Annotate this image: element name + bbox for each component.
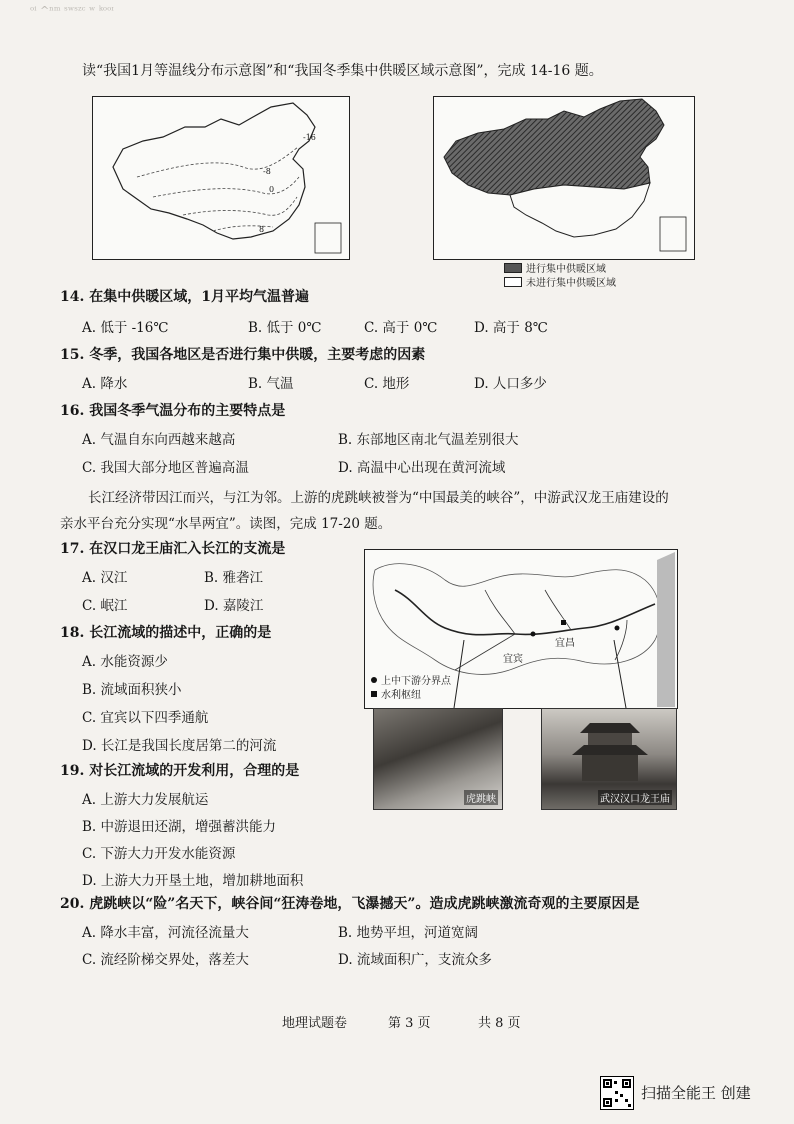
legend-label: 上中下游分界点 [381, 676, 451, 687]
option-c[interactable]: C. 我国大部分地区普遍高温 [82, 460, 249, 476]
division-point [531, 632, 536, 637]
place-label-yibin: 宜宾 [503, 654, 523, 665]
legend-heated [504, 260, 606, 275]
dam-marker [561, 620, 566, 625]
option-b[interactable]: B. 气温 [248, 376, 294, 392]
option-c[interactable]: C. 高于 0℃ [364, 320, 438, 336]
option-d[interactable]: D. 长江是我国长度居第二的河流 [82, 738, 277, 754]
heating-map [433, 96, 695, 260]
tributary [545, 590, 571, 630]
temple-base [582, 755, 638, 781]
connector-line [454, 640, 464, 708]
qr-pattern [601, 1077, 633, 1109]
south-sea-inset [315, 223, 341, 253]
question-17: 17. 在汉口龙王庙汇入长江的支流是 [60, 541, 286, 557]
blank-swatch [504, 277, 522, 287]
option-d[interactable]: D. 上游大力开垦土地，增加耕地面积 [82, 873, 304, 889]
photo-tiger-leaping-gorge [373, 708, 503, 810]
heated-region [444, 99, 664, 195]
option-b[interactable]: B. 地势平坦，河道宽阔 [338, 925, 479, 941]
option-a[interactable]: A. 汉江 [82, 570, 128, 586]
option-a[interactable]: A. 上游大力发展航运 [82, 792, 209, 808]
scanner-watermark-text: 扫描全能王 创建 [641, 1084, 751, 1102]
footer-subject: 地理试题卷 [282, 1016, 348, 1031]
intro-14-16: 读“我国1月等温线分布示意图”和“我国冬季集中供暖区域示意图”，完成 14-16 题。 [82, 63, 603, 79]
legend-label: 未进行集中供暖区域 [526, 278, 616, 289]
intro-17-20-line1: 长江经济带因江而兴，与江为邻。上游的虎跳峡被誉为“中国最美的峡谷”，中游武汉龙王庙建设的 [88, 490, 669, 506]
intro-17-20-line2: 亲水平台充分实现“水旱两宜”。读图，完成 17-20 题。 [60, 516, 392, 532]
question-19: 19. 对长江流域的开发利用，合理的是 [60, 763, 300, 779]
isotherm-line [183, 197, 297, 215]
hatch-swatch [504, 263, 522, 273]
option-a[interactable]: A. 气温自东向西越来越高 [82, 432, 236, 448]
option-b[interactable]: B. 中游退田还湖，增强蓄洪能力 [82, 819, 277, 835]
footer-page: 第 3 页 [388, 1016, 431, 1031]
footer-total: 共 8 页 [478, 1016, 521, 1031]
isotherm-line [137, 147, 298, 177]
option-d[interactable]: D. 嘉陵江 [204, 598, 264, 614]
temple-roof [580, 723, 640, 733]
question-15: 15. 冬季，我国各地区是否进行集中供暖，主要考虑的因素 [60, 347, 426, 363]
china-outline-svg [93, 97, 348, 258]
temple-roof [572, 745, 648, 755]
option-b[interactable]: B. 流域面积狭小 [82, 682, 182, 698]
connector-line [614, 640, 626, 708]
option-b[interactable]: B. 雅砻江 [204, 570, 264, 586]
question-16: 16. 我国冬季气温分布的主要特点是 [60, 403, 286, 419]
qr-code-icon [600, 1076, 634, 1110]
isotherm-label: 8 [259, 225, 265, 234]
china-border [113, 103, 315, 239]
heating-svg [434, 97, 693, 258]
legend-label: 水利枢纽 [381, 690, 421, 701]
place-label-yichang: 宜昌 [555, 638, 575, 649]
legend-unheated [504, 274, 616, 289]
question-18: 18. 长江流域的描述中，正确的是 [60, 625, 272, 641]
question-20: 20. 虎跳峡以“险”名天下，峡谷间“狂涛卷地，飞瀑撼天”。造成虎跳峡激流奇观的主要原因是 [60, 896, 640, 912]
top-blurb: ᵒⁱ ^ⁿᵐ ˢʷˢᶻᶜ ʷ ᵏᵒᵒᶦ [30, 4, 114, 17]
photo-longwang-temple [541, 708, 677, 810]
south-sea-inset [660, 217, 686, 251]
isotherm-label: -8 [263, 167, 271, 176]
option-a[interactable]: A. 低于 -16℃ [82, 320, 169, 336]
legend-label: 进行集中供暖区域 [526, 264, 606, 275]
option-c[interactable]: C. 流经阶梯交界处，落差大 [82, 952, 249, 968]
isotherm-label: -16 [303, 133, 316, 142]
option-c[interactable]: C. 宜宾以下四季通航 [82, 710, 209, 726]
option-c[interactable]: C. 岷江 [82, 598, 128, 614]
option-b[interactable]: B. 东部地区南北气温差别很大 [338, 432, 519, 448]
photo-caption: 武汉汉口龙王庙 [598, 790, 672, 805]
option-d[interactable]: D. 高温中心出现在黄河流域 [338, 460, 506, 476]
division-point [615, 626, 620, 631]
option-d[interactable]: D. 人口多少 [474, 376, 547, 392]
isotherm-label: 0 [269, 185, 275, 194]
option-a[interactable]: A. 降水 [82, 376, 128, 392]
option-a[interactable]: A. 水能资源少 [82, 654, 168, 670]
isotherm-map [92, 96, 350, 260]
question-14: 14. 在集中供暖区域，1月平均气温普遍 [60, 289, 309, 305]
tributary [485, 590, 515, 634]
option-d[interactable]: D. 流域面积广，支流众多 [338, 952, 492, 968]
unheated-region [510, 183, 650, 237]
photo-caption: 虎跳峡 [464, 790, 498, 805]
option-d[interactable]: D. 高于 8℃ [474, 320, 548, 336]
isotherm-line [153, 177, 299, 197]
option-c[interactable]: C. 下游大力开发水能资源 [82, 846, 236, 862]
option-c[interactable]: C. 地形 [364, 376, 410, 392]
option-a[interactable]: A. 降水丰富，河流径流量大 [82, 925, 249, 941]
option-b[interactable]: B. 低于 0℃ [248, 320, 322, 336]
